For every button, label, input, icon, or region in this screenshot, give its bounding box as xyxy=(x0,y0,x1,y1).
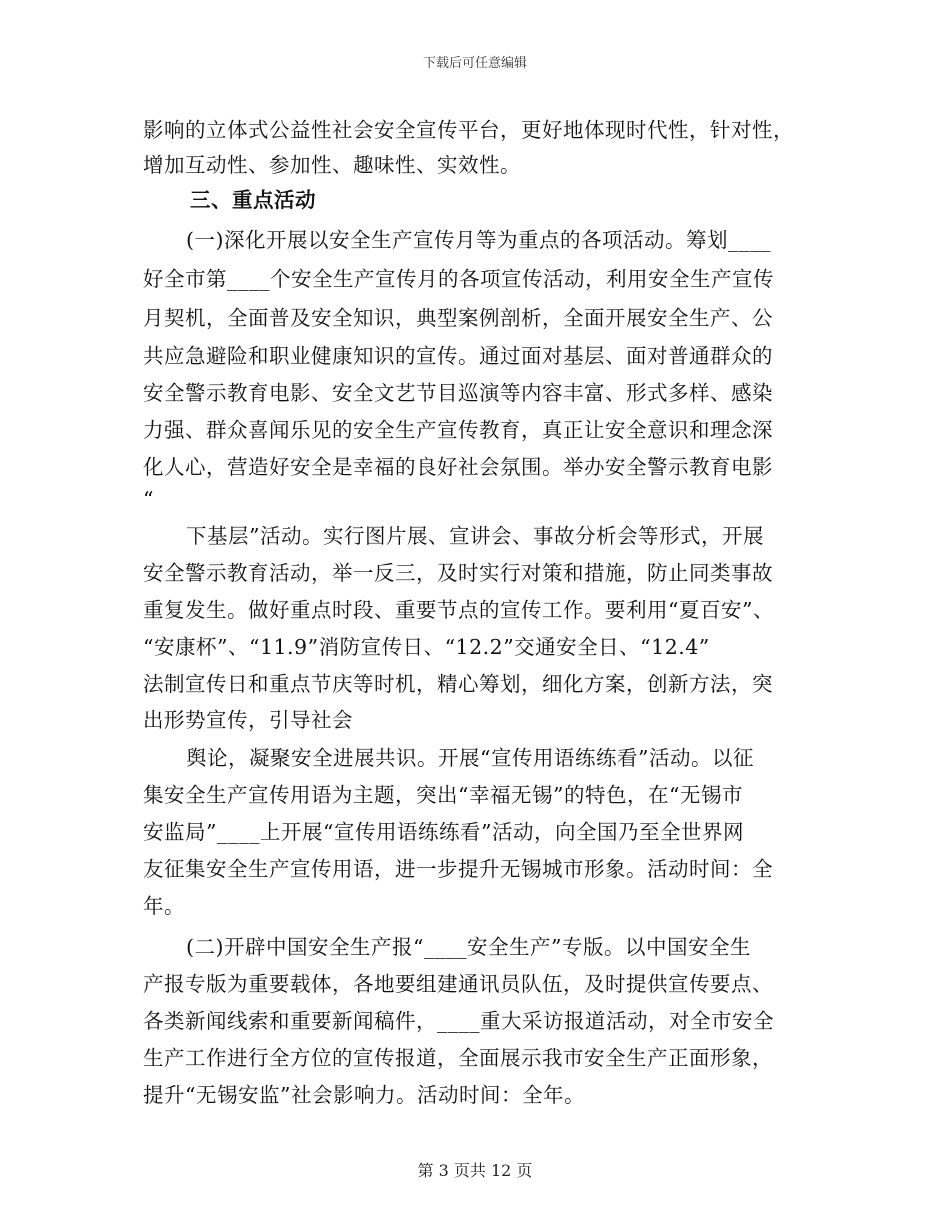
text-line: 安全警示教育活动，举一反三，及时实行对策和措施，防止同类事故 xyxy=(143,561,773,585)
text-line: 重复发生。做好重点时段、重要节点的宣传工作。要利用“夏百安”、 xyxy=(143,598,774,622)
text-line: 化人心，营造好安全是幸福的良好社会氛围。举办安全警示教育电影 xyxy=(143,455,773,479)
text-line: (一)深化开展以安全生产宣传月等为重点的各项活动。筹划____ xyxy=(186,228,771,252)
text-line: 力强、群众喜闻乐见的安全生产宣传教育，真正让安全意识和理念深 xyxy=(143,418,773,442)
text-line: 出形势宣传，引导社会 xyxy=(143,708,353,732)
page-number: 第 3 页共 12 页 xyxy=(417,1161,533,1180)
text-line: 月契机，全面普及安全知识，典型案例剖析，全面开展安全生产、公 xyxy=(143,306,773,330)
text-line: 年。 xyxy=(143,894,185,918)
text-line: 影响的立体式公益性社会安全宣传平台，更好地体现时代性，针对性， xyxy=(143,118,794,142)
text-line: 集安全生产宣传用语为主题，突出“幸福无锡”的特色，在“无锡市 xyxy=(143,783,743,807)
text-line: 好全市第____个安全生产宣传月的各项宣传活动，利用安全生产宣传 xyxy=(143,267,774,291)
text-line: 产报专版为重要载体，各地要组建通讯员队伍，及时提供宣传要点、 xyxy=(143,972,773,996)
text-line: 下基层”活动。实行图片展、宣讲会、事故分析会等形式，开展 xyxy=(186,524,764,548)
text-line: 各类新闻线索和重要新闻稿件，____重大采访报道活动，对全市安全 xyxy=(143,1009,774,1033)
section-heading: 三、重点活动 xyxy=(190,188,316,212)
text-line: 舆论，凝聚安全进展共识。开展“宣传用语练练看”活动。以征 xyxy=(186,746,754,770)
text-line: 增加互动性、参加性、趣味性、实效性。 xyxy=(143,153,521,177)
text-line: 安监局”____上开展“宣传用语练练看”活动，向全国乃至全世界网 xyxy=(143,820,744,844)
text-line: 生产工作进行全方位的宣传报道，全面展示我市安全生产正面形象， xyxy=(143,1046,773,1070)
text-line: 提升“无锡安监”社会影响力。活动时间：全年。 xyxy=(143,1083,585,1107)
text-line: 法制宣传日和重点节庆等时机，精心筹划，细化方案，创新方法，突 xyxy=(143,672,773,696)
page-header-note: 下载后可任意编辑 xyxy=(422,56,527,71)
text-line: “ xyxy=(143,487,154,511)
text-line: (二)开辟中国安全生产报“____安全生产”专版。以中国安全生 xyxy=(186,935,751,959)
text-line: 友征集安全生产宣传用语，进一步提升无锡城市形象。活动时间：全 xyxy=(143,857,773,881)
text-line: 共应急避险和职业健康知识的宣传。通过面对基层、面对普通群众的 xyxy=(143,344,773,368)
text-line: “安康杯”、“11.9”消防宣传日、“12.2”交通安全日、“12.4” xyxy=(143,635,710,659)
text-line: 安全警示教育电影、安全文艺节目巡演等内容丰富、形式多样、感染 xyxy=(143,381,773,405)
